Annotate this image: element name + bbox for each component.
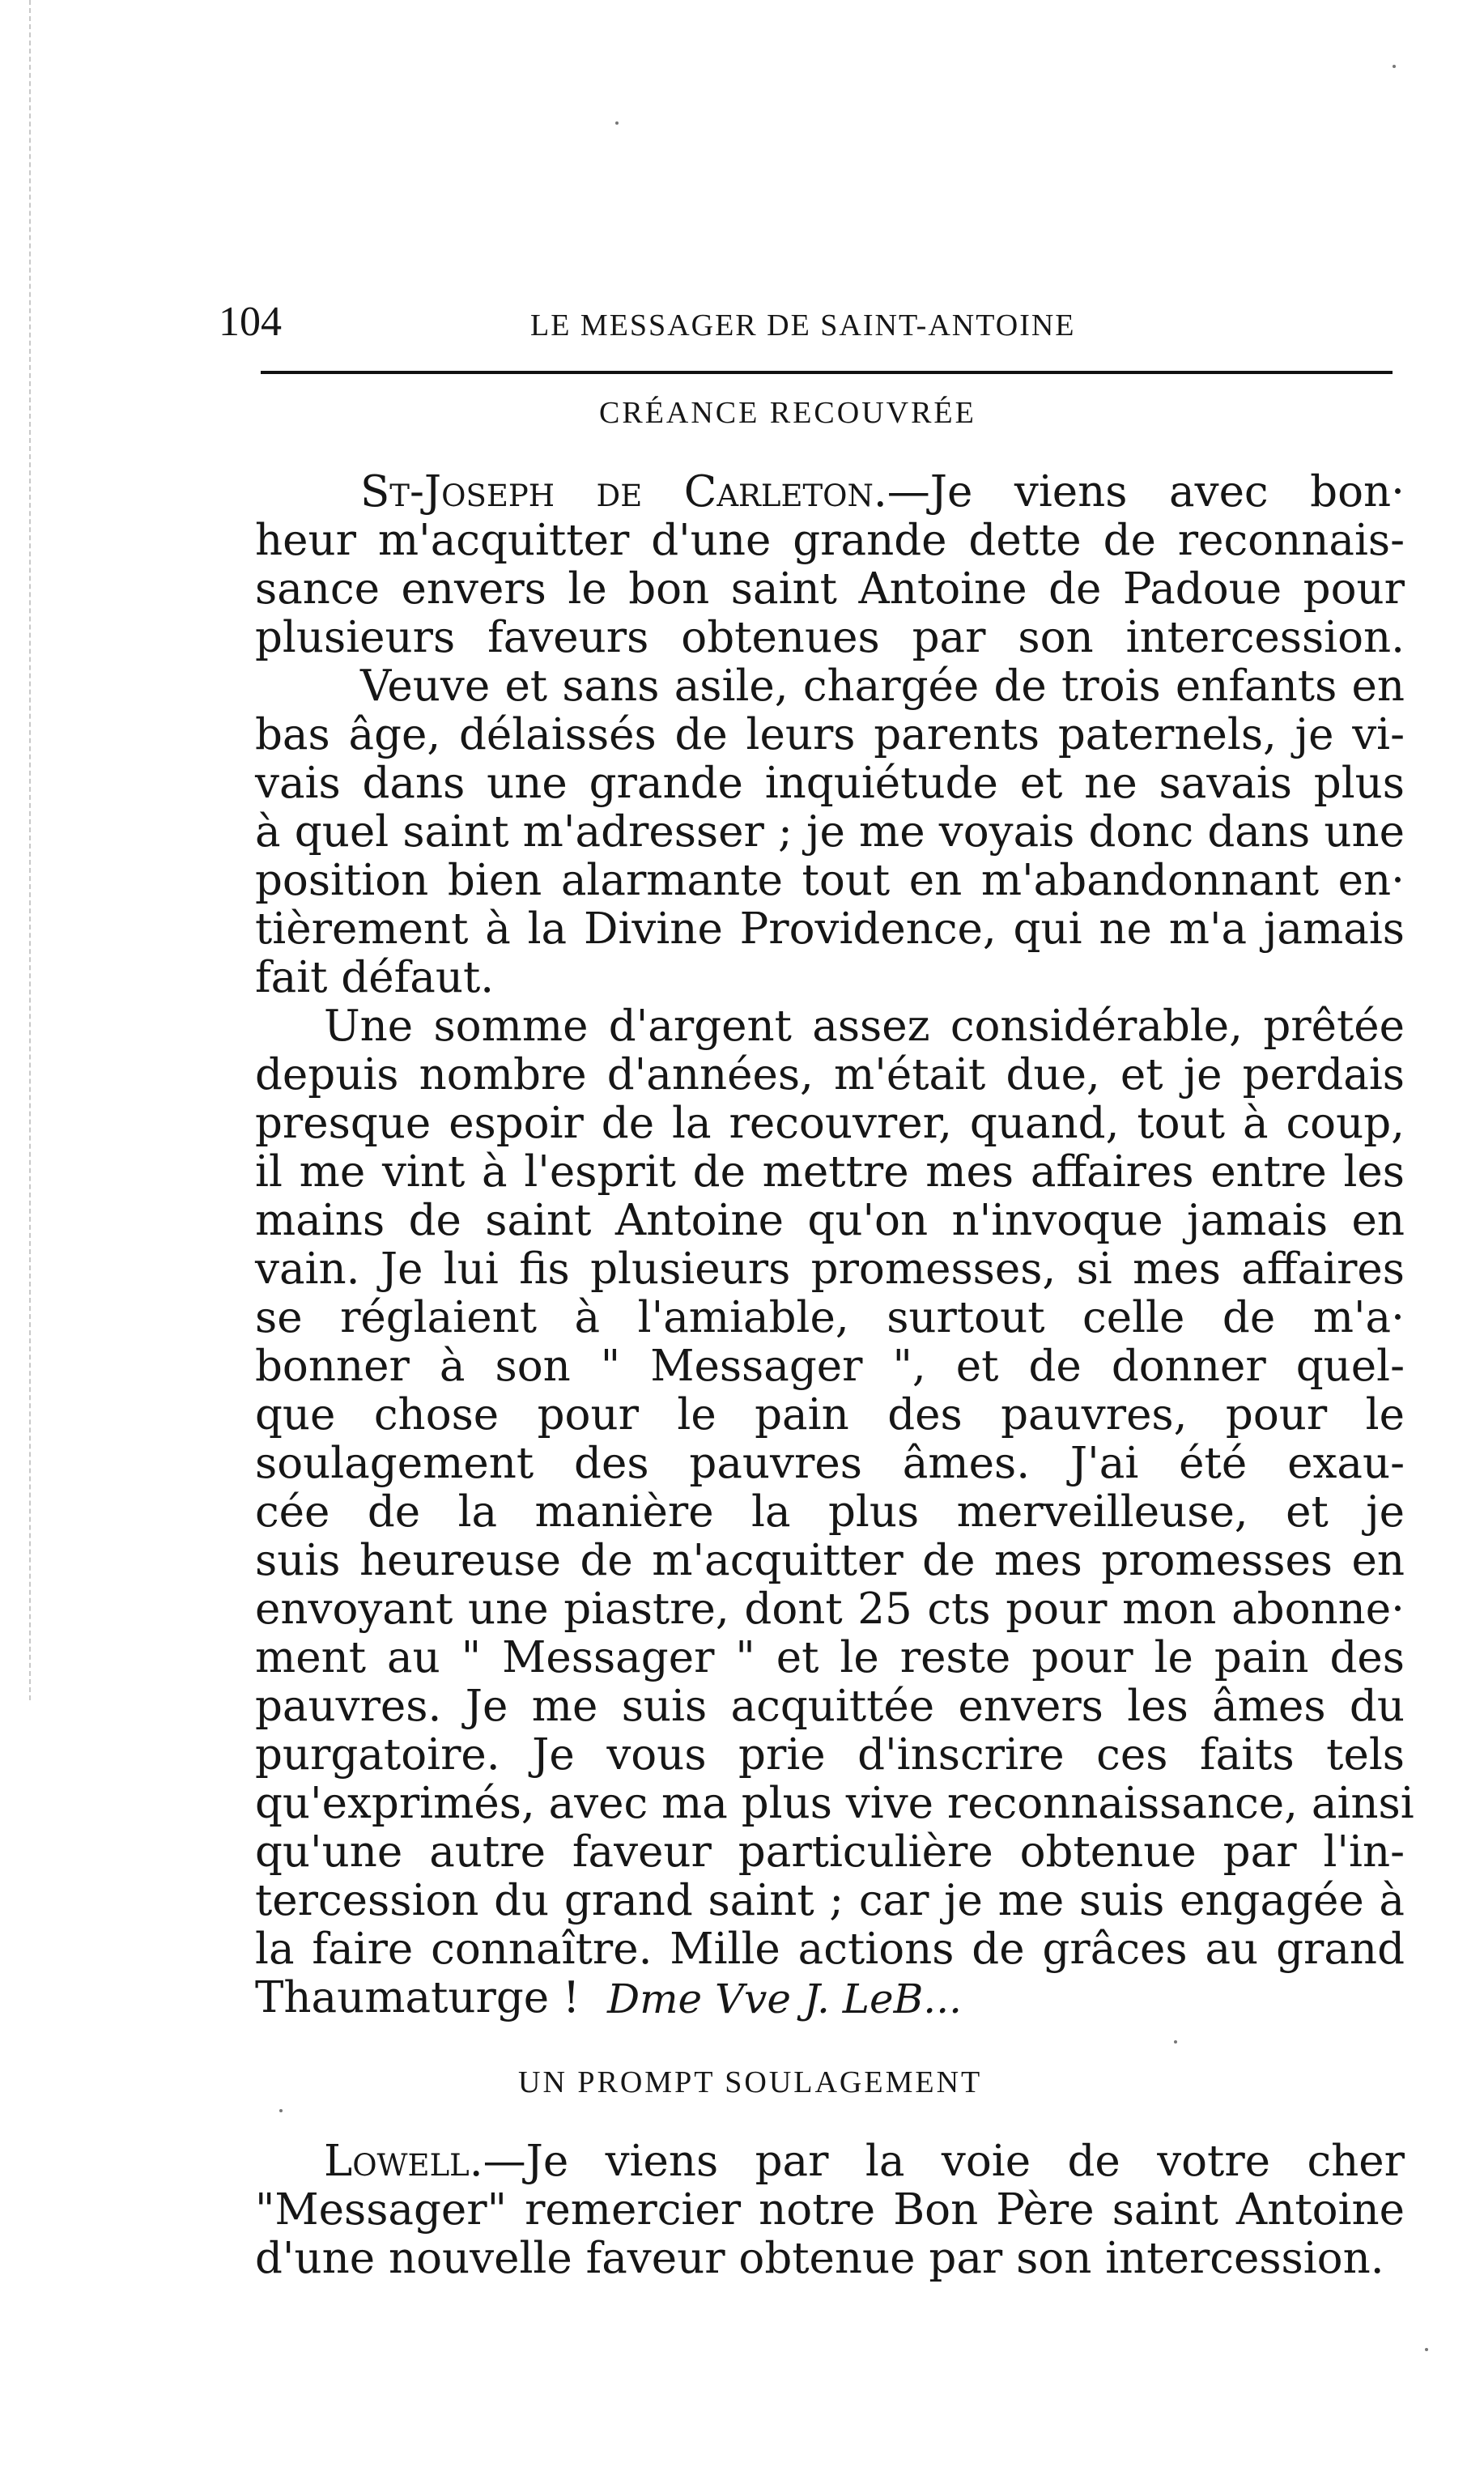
print-speck (1393, 65, 1396, 68)
text-line: fait défaut. (255, 953, 495, 1002)
print-speck (279, 2109, 283, 2112)
text-line: bas âge, délaissés de leurs parents paternels, je vi- (255, 710, 1405, 759)
text-line: la faire connaître. Mille actions de grâces au grand (255, 1924, 1405, 1974)
text-line: sance envers le bon saint Antoine de Padoue pour (255, 564, 1405, 614)
text-line: position bien alarmante tout en m'abandonnant en· (255, 856, 1405, 905)
text-line: que chose pour le pain des pauvres, pour le (255, 1390, 1405, 1440)
text-line: vais dans une grande inquiétude et ne savais plus (255, 759, 1405, 808)
text-line: purgatoire. Je vous prie d'inscrire ces faits tels (255, 1730, 1405, 1780)
text-line (360, 468, 1405, 517)
print-speck (615, 121, 619, 125)
text-line: Thaumaturge ! (255, 1973, 580, 2022)
text-line: tercession du grand saint ; car je me suis engagée à (255, 1876, 1405, 1925)
text-line: d'une nouvelle faveur obtenue par son intercession. (255, 2234, 1384, 2283)
place-name: Lowell (324, 2137, 470, 2186)
text-line: qu'exprimés, avec ma plus vive reconnaissance, ainsi (255, 1779, 1414, 1828)
text-line: ment au " Messager " et le reste pour le pain des (255, 1633, 1405, 1682)
section-title-creance: CRÉANCE RECOUVRÉE (599, 396, 976, 430)
section-title-soulagement: UN PROMPT SOULAGEMENT (518, 2065, 983, 2099)
text-line: presque espoir de la recouvrer, quand, tout à coup, (255, 1099, 1405, 1148)
text-line: "Messager" remercier notre Bon Père saint Antoine (255, 2185, 1405, 2235)
text-line: soulagement des pauvres âmes. J'ai été exau- (255, 1439, 1405, 1488)
text-line: tièrement à la Divine Providence, qui ne m'a jamais (255, 904, 1405, 954)
print-speck (1425, 2348, 1428, 2351)
signature: Dme Vve J. LeB... (607, 1976, 962, 2022)
text-line: Veuve et sans asile, chargée de trois enfants en (360, 661, 1405, 711)
text-line: Une somme d'argent assez considérable, prêtée (324, 1002, 1405, 1051)
running-head: LE MESSAGER DE SAINT-ANTOINE (530, 308, 1076, 342)
place-name: St-Joseph de Carleton (360, 467, 874, 517)
text-line: heur m'acquitter d'une grande dette de reconnais- (255, 516, 1405, 565)
text-line: qu'une autre faveur particulière obtenue par l'in- (255, 1827, 1405, 1877)
text-line: envoyant une piastre, dont 25 cts pour mon abonne· (255, 1584, 1405, 1634)
print-speck (1174, 2040, 1177, 2044)
text-line: cée de la manière la plus merveilleuse, et je (255, 1487, 1405, 1537)
line-rest: .—Je viens avec bon· (873, 467, 1405, 517)
text-line: pauvres. Je me suis acquittée envers les âmes du (255, 1682, 1405, 1731)
text-line: mains de saint Antoine qu'on n'invoque jamais en (255, 1196, 1405, 1245)
text-line (324, 2137, 1405, 2186)
text-line: vain. Je lui fis plusieurs promesses, si mes affaires (255, 1244, 1405, 1294)
text-line: à quel saint m'adresser ; je me voyais donc dans une (255, 807, 1405, 857)
text-line: depuis nombre d'années, m'était due, et je perdais (255, 1050, 1405, 1099)
text-line: il me vint à l'esprit de mettre mes affaires entre les (255, 1147, 1405, 1197)
line-rest: .—Je viens par la voie de votre cher (469, 2137, 1405, 2186)
text-line: suis heureuse de m'acquitter de mes promesses en (255, 1536, 1405, 1585)
binding-edge (29, 0, 31, 1700)
text-line: bonner à son " Messager ", et de donner quel- (255, 1342, 1405, 1391)
text-line: se réglaient à l'amiable, surtout celle de m'a· (255, 1293, 1405, 1342)
header-rule (261, 371, 1393, 374)
text-line: plusieurs faveurs obtenues par son intercession. (255, 613, 1405, 662)
page-number: 104 (219, 299, 282, 345)
